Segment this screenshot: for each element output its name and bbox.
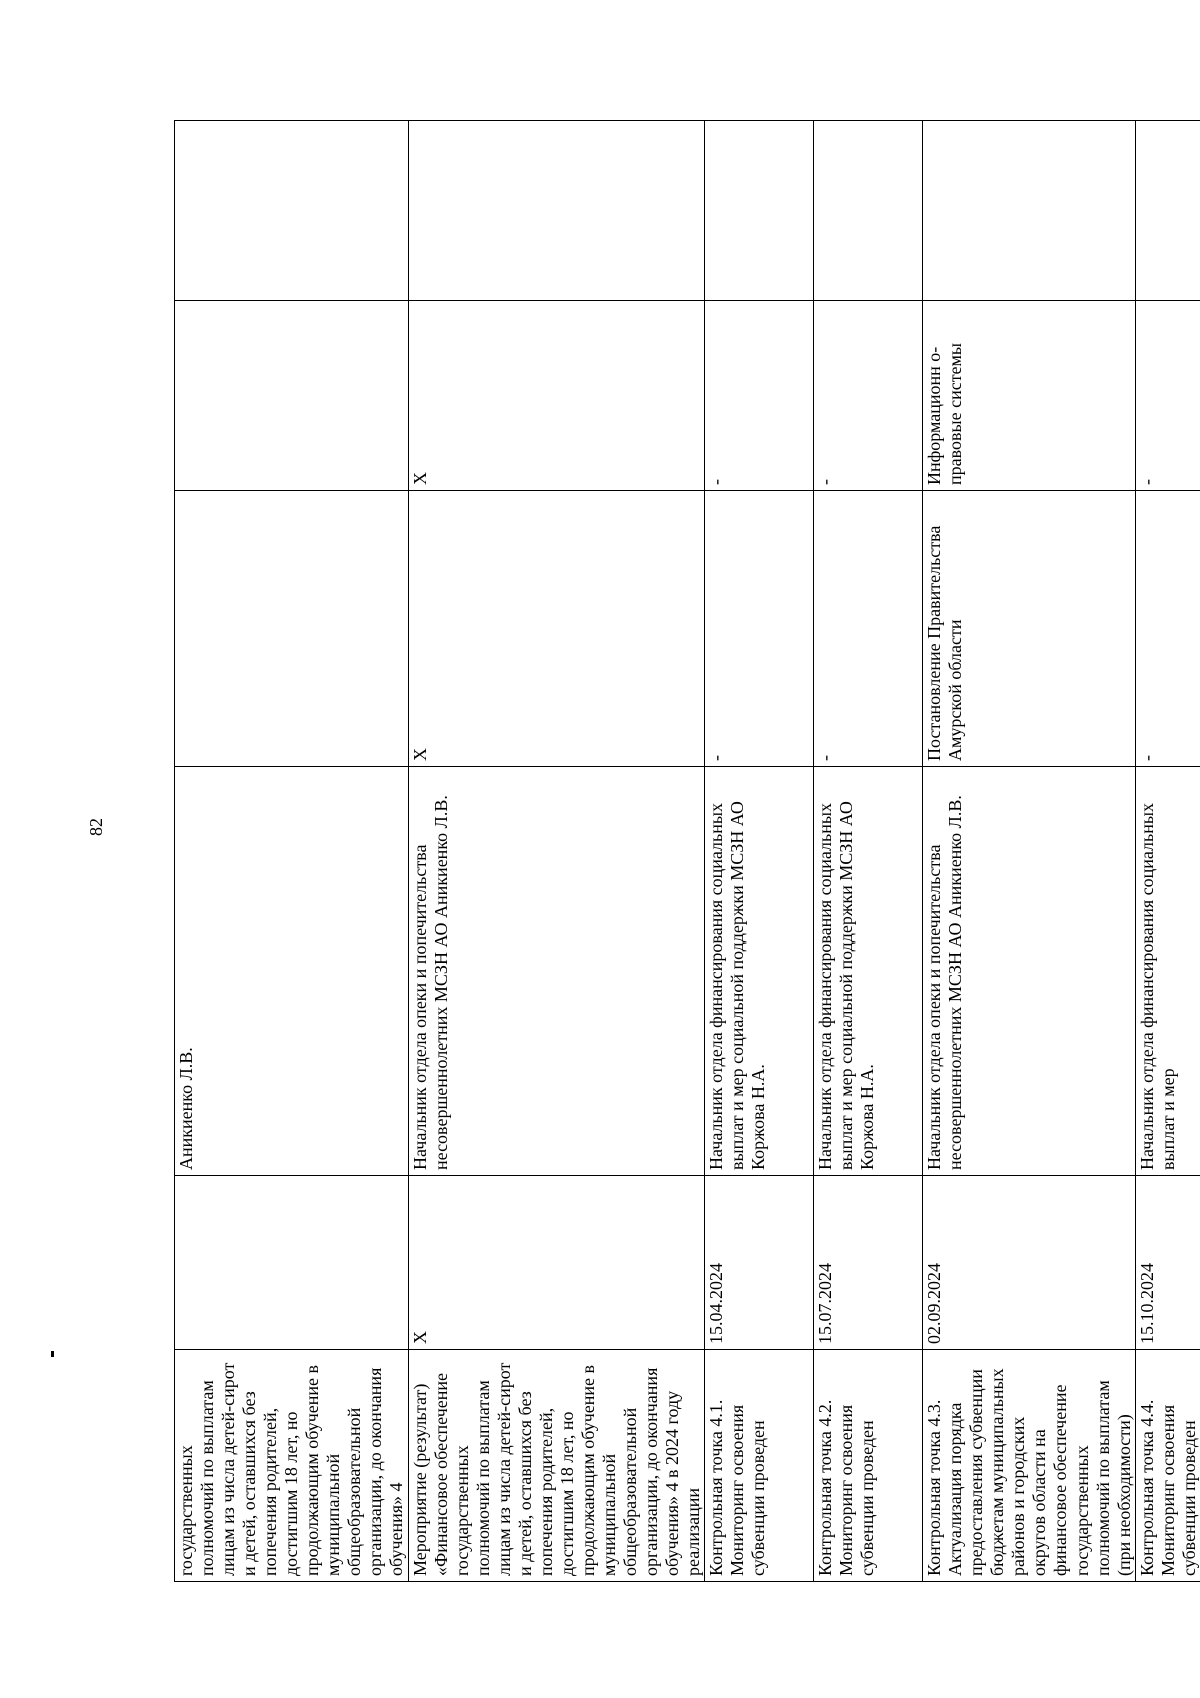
- table-row: [814, 121, 923, 1582]
- empty-cell: [705, 121, 814, 301]
- date-cell: 02.09.2024: [923, 1176, 1135, 1350]
- event-cell: Контрольная точка 4.4. Мониторинг освоения субвенции проведен: [1135, 1350, 1200, 1582]
- table-row: [408, 121, 705, 1582]
- date-cell: 15.10.2024: [1135, 1176, 1200, 1350]
- date-cell: 15.07.2024: [814, 1176, 923, 1350]
- system-cell: Х: [408, 301, 705, 491]
- empty-cell: [923, 121, 1135, 301]
- event-cell: Мероприятие (результат) «Финансовое обеспечение государственных полномочий по выплатам лицам из числа детей-сирот и детей, оставшихся без попечения родителей, достигшим 18 лет, но продолжающим обучение в муниципальной общеобразовательной организации, до окончания обучения» 4 в 2024 году реализации: [408, 1350, 705, 1582]
- event-cell: Контрольная точка 4.3. Актуализация порядка предоставления субвенции бюджетам муниципальных районов и городских округов области на финансовое обеспечение государственных полномочий по выплатам (при необходимости): [923, 1350, 1135, 1582]
- empty-cell: [175, 121, 409, 301]
- event-cell: Контрольная точка 4.1. Мониторинг освоения субвенции проведен: [705, 1350, 814, 1582]
- date-cell: 15.04.2024: [705, 1176, 814, 1350]
- rotated-table-container: [174, 121, 1199, 1582]
- document-cell: -: [814, 491, 923, 767]
- page-number: 82: [86, 818, 106, 836]
- document-cell: Х: [408, 491, 705, 767]
- responsible-cell: Начальник отдела финансирования социальных выплат и мер: [1135, 767, 1200, 1176]
- table-row: [705, 121, 814, 1582]
- table-row: [175, 121, 409, 1582]
- event-cell: Контрольная точка 4.2. Мониторинг освоения субвенции проведен: [814, 1350, 923, 1582]
- scan-artifact-dot: [51, 1351, 54, 1357]
- plan-table: [174, 120, 1200, 1582]
- responsible-cell: Начальник отдела опеки и попечительства несовершеннолетних МСЗН АО Аникиенко Л.В.: [923, 767, 1135, 1176]
- date-cell: [175, 1176, 409, 1350]
- responsible-cell: Аникиенко Л.В.: [175, 767, 409, 1176]
- table-row: [923, 121, 1135, 1582]
- document-cell: [175, 491, 409, 767]
- document-cell: Постановление Правительства Амурской области: [923, 491, 1135, 767]
- system-cell: -: [705, 301, 814, 491]
- system-cell: -: [1135, 301, 1200, 491]
- system-cell: -: [814, 301, 923, 491]
- empty-cell: [1135, 121, 1200, 301]
- system-cell: Информационн о-правовые системы: [923, 301, 1135, 491]
- empty-cell: [408, 121, 705, 301]
- responsible-cell: Начальник отдела финансирования социальных выплат и мер социальной поддержки МСЗН АО Коржова Н.А.: [814, 767, 923, 1176]
- document-cell: -: [705, 491, 814, 767]
- system-cell: [175, 301, 409, 491]
- document-cell: -: [1135, 491, 1200, 767]
- event-cell: государственных полномочий по выплатам лицам из числа детей-сирот и детей, оставшихся без попечения родителей, достигшим 18 лет, но продолжающим обучение в муниципальной общеобразовательной организации, до окончания обучения» 4: [175, 1350, 409, 1582]
- responsible-cell: Начальник отдела финансирования социальных выплат и мер социальной поддержки МСЗН АО Коржова Н.А.: [705, 767, 814, 1176]
- responsible-cell: Начальник отдела опеки и попечительства несовершеннолетних МСЗН АО Аникиенко Л.В.: [408, 767, 705, 1176]
- date-cell: Х: [408, 1176, 705, 1350]
- table-row: [1135, 121, 1200, 1582]
- empty-cell: [814, 121, 923, 301]
